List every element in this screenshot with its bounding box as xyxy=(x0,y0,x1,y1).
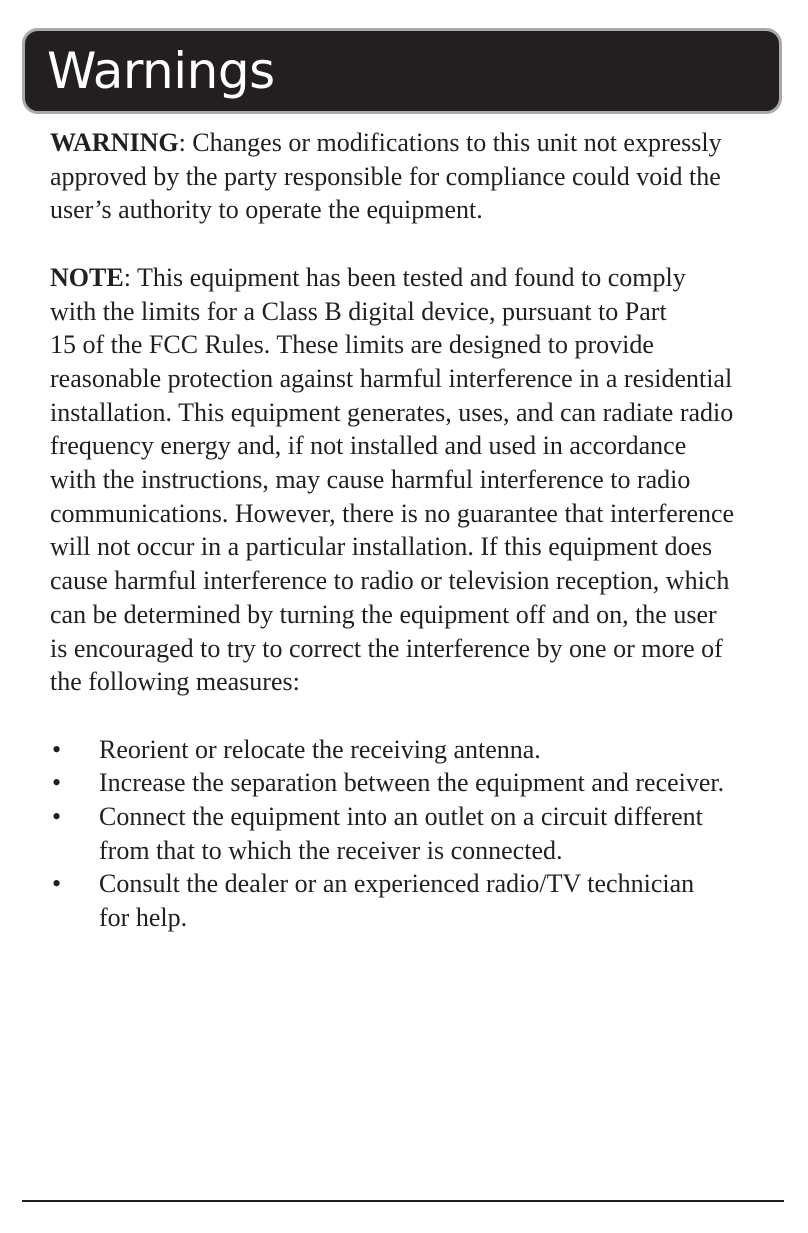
note-line: installation. This equipment generates, uses, and can radiate radio xyxy=(50,397,734,427)
section-header xyxy=(22,28,782,114)
note-line: can be determined by turning the equipment off and on, the user xyxy=(50,599,717,629)
document-body xyxy=(50,126,790,935)
footer-divider xyxy=(22,1200,784,1202)
warning-line xyxy=(50,126,790,160)
note-paragraph xyxy=(50,261,790,699)
note-line: with the limits for a Class B digital device, pursuant to Part xyxy=(50,296,667,326)
paragraph-spacer xyxy=(50,699,790,733)
warning-line: approved by the party responsible for compliance could void the xyxy=(50,161,721,191)
list-item-line: for help. xyxy=(99,903,188,933)
list-item-line: Reorient or relocate the receiving antenna. xyxy=(99,734,541,764)
list-item-line: Consult the dealer or an experienced radio/TV technician xyxy=(99,869,695,899)
note-line: communications. However, there is no guarantee that interference xyxy=(50,498,735,528)
bullet-icon: • xyxy=(52,734,62,764)
bullet-icon: • xyxy=(52,768,62,798)
paragraph-spacer xyxy=(50,227,790,261)
note-label: NOTE xyxy=(50,262,124,292)
note-line: reasonable protection against harmful interference in a residential xyxy=(50,363,733,393)
section-title: Warnings xyxy=(47,42,275,100)
note-line: 15 of the FCC Rules. These limits are designed to provide xyxy=(50,330,654,360)
bullet-icon: • xyxy=(52,802,62,832)
note-line: with the instructions, may cause harmful interference to radio xyxy=(50,465,691,495)
list-item-line: Increase the separation between the equipment and receiver. xyxy=(99,768,725,798)
note-line: the following measures: xyxy=(50,667,300,697)
note-line: is encouraged to try to correct the interference by one or more of xyxy=(50,633,723,663)
list-item xyxy=(50,766,790,800)
warning-text: : Changes or modifications to this unit not expressly xyxy=(178,128,722,157)
list-item-line: from that to which the receiver is connected. xyxy=(99,835,563,865)
measures-list xyxy=(50,733,790,935)
list-item xyxy=(50,733,790,767)
warning-paragraph xyxy=(50,126,790,227)
list-item xyxy=(50,867,790,934)
list-item-line: Connect the equipment into an outlet on a circuit different xyxy=(99,802,703,832)
note-line: cause harmful interference to radio or television reception, which xyxy=(50,566,730,596)
note-text: : This equipment has been tested and found to comply xyxy=(123,262,686,292)
note-line xyxy=(50,261,790,295)
bullet-icon: • xyxy=(52,869,62,899)
warning-label: WARNING xyxy=(50,128,179,157)
note-line: will not occur in a particular installation. If this equipment does xyxy=(50,532,713,562)
note-line: frequency energy and, if not installed and used in accordance xyxy=(50,431,687,461)
warning-line: user’s authority to operate the equipment. xyxy=(50,195,483,225)
list-item xyxy=(50,800,790,867)
